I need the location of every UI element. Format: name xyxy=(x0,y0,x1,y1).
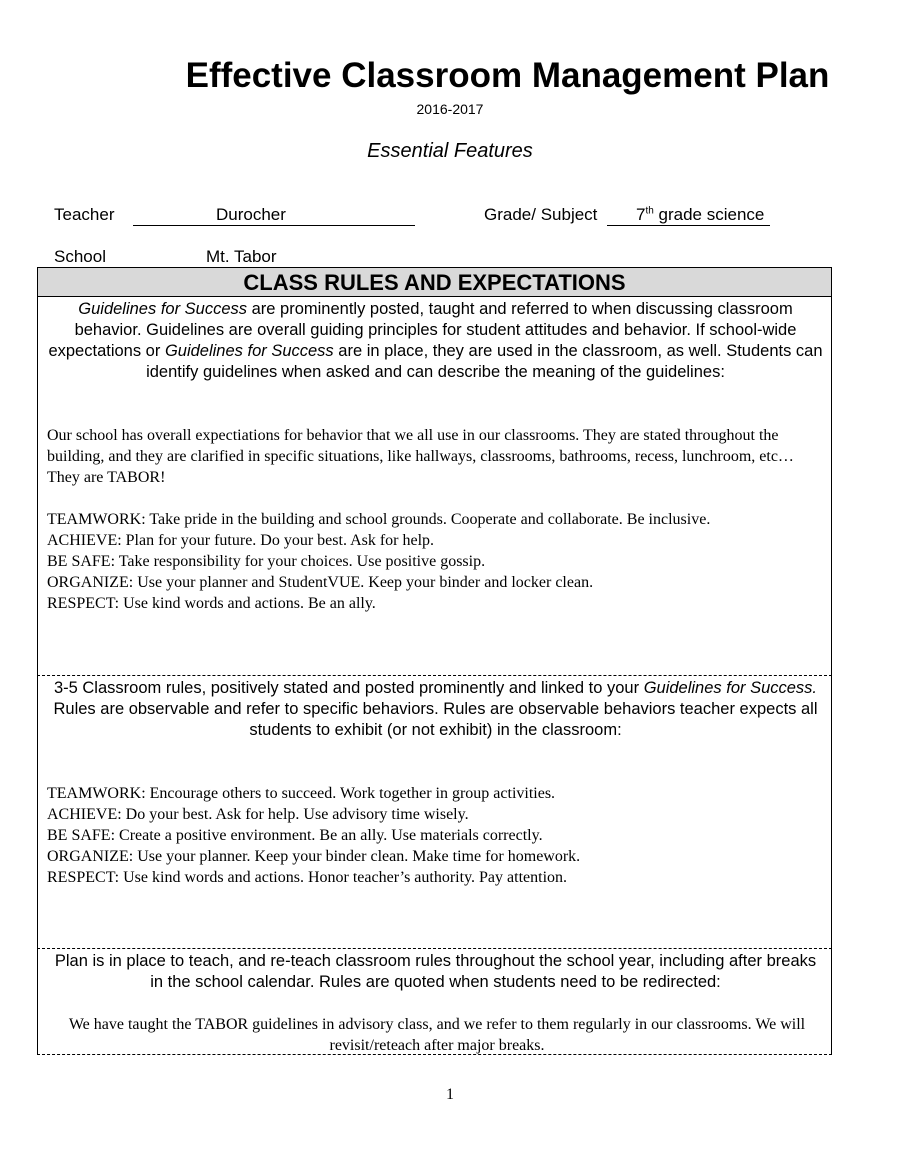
prompt-emphasis: Guidelines for Success xyxy=(78,300,248,318)
rule-line: ORGANIZE: Use your planner and StudentVUE. Keep your binder and locker clean. xyxy=(47,574,594,591)
grade-subject-value xyxy=(636,205,764,225)
page-title: Effective Classroom Management Plan xyxy=(185,56,830,95)
grade-subject-label: Grade/ Subject xyxy=(484,205,598,224)
page-subtitle: Essential Features xyxy=(367,140,533,162)
class-rules-table xyxy=(37,267,832,1055)
section-divider xyxy=(37,1054,832,1055)
school-value: Mt. Tabor xyxy=(206,247,277,266)
school-label: School xyxy=(54,247,106,266)
prompt-emphasis: Guidelines for Success. xyxy=(643,679,818,697)
rule-line: ACHIEVE: Do your best. Ask for help. Use advisory time wisely. xyxy=(47,806,469,823)
school-year: 2016-2017 xyxy=(416,101,484,117)
grade-number: 7 xyxy=(636,205,646,224)
prompt-text: 3-5 Classroom rules, positively stated and posted prominently and linked to your xyxy=(53,679,644,697)
guidelines-prompt xyxy=(48,299,823,383)
prompt-text: are prominently posted, taught and referred to when discussing classroom behavior. Guidelines are overall guiding principles for student attitudes and behavior. If school-wide expectations or xyxy=(48,300,797,360)
rule-line: TEAMWORK: Encourage others to succeed. Work together in group activities. xyxy=(47,785,556,802)
prompt-emphasis: Guidelines for Success xyxy=(164,342,334,360)
section-divider xyxy=(37,675,832,676)
classroom-rules-prompt xyxy=(48,678,823,741)
rule-line: RESPECT: Use kind words and actions. Honor teacher’s authority. Pay attention. xyxy=(47,869,568,886)
grade-text: grade science xyxy=(653,205,765,224)
rule-line: BE SAFE: Take responsibility for your choices. Use positive gossip. xyxy=(47,553,486,570)
prompt-text: Rules are observable and refer to specific behaviors. Rules are observable behaviors teacher expects all students to exhibit (or not exhibit) in the classroom: xyxy=(53,700,818,739)
prompt-text: are in place, they are used in the classroom, as well. Students can identify guidelines when asked and can describe the meaning of the guidelines: xyxy=(146,342,823,381)
page-number: 1 xyxy=(446,1086,454,1103)
classroom-rules-answer xyxy=(47,783,827,888)
answer-intro: Our school has overall expectiations for behavior that we all use in our classrooms. They are stated throughout the building, and they are clarified in specific situations, like hallways, classrooms, bathrooms, recess, lunchroom, etc… They are TABOR! xyxy=(47,427,794,486)
guidelines-answer xyxy=(47,425,827,614)
rule-line: ORGANIZE: Use your planner. Keep your binder clean. Make time for homework. xyxy=(47,848,581,865)
teacher-value: Durocher xyxy=(216,205,286,224)
reteach-answer: We have taught the TABOR guidelines in advisory class, and we refer to them regularly in our classrooms. We will revisit/reteach after major breaks. xyxy=(68,1016,806,1054)
rule-line: RESPECT: Use kind words and actions. Be an ally. xyxy=(47,595,376,612)
rule-line: BE SAFE: Create a positive environment. Be an ally. Use materials correctly. xyxy=(47,827,543,844)
section-heading: CLASS RULES AND EXPECTATIONS xyxy=(38,267,831,297)
rule-line: ACHIEVE: Plan for your future. Do your best. Ask for help. xyxy=(47,532,435,549)
grade-ordinal: th xyxy=(645,205,654,217)
teacher-label: Teacher xyxy=(54,205,115,224)
rule-line: TEAMWORK: Take pride in the building and school grounds. Cooperate and collaborate. Be inclusive. xyxy=(47,511,711,528)
section-divider xyxy=(37,948,832,949)
reteach-prompt: Plan is in place to teach, and re-teach classroom rules throughout the school year, including after breaks in the school calendar. Rules are quoted when students need to be redirected: xyxy=(54,952,817,991)
